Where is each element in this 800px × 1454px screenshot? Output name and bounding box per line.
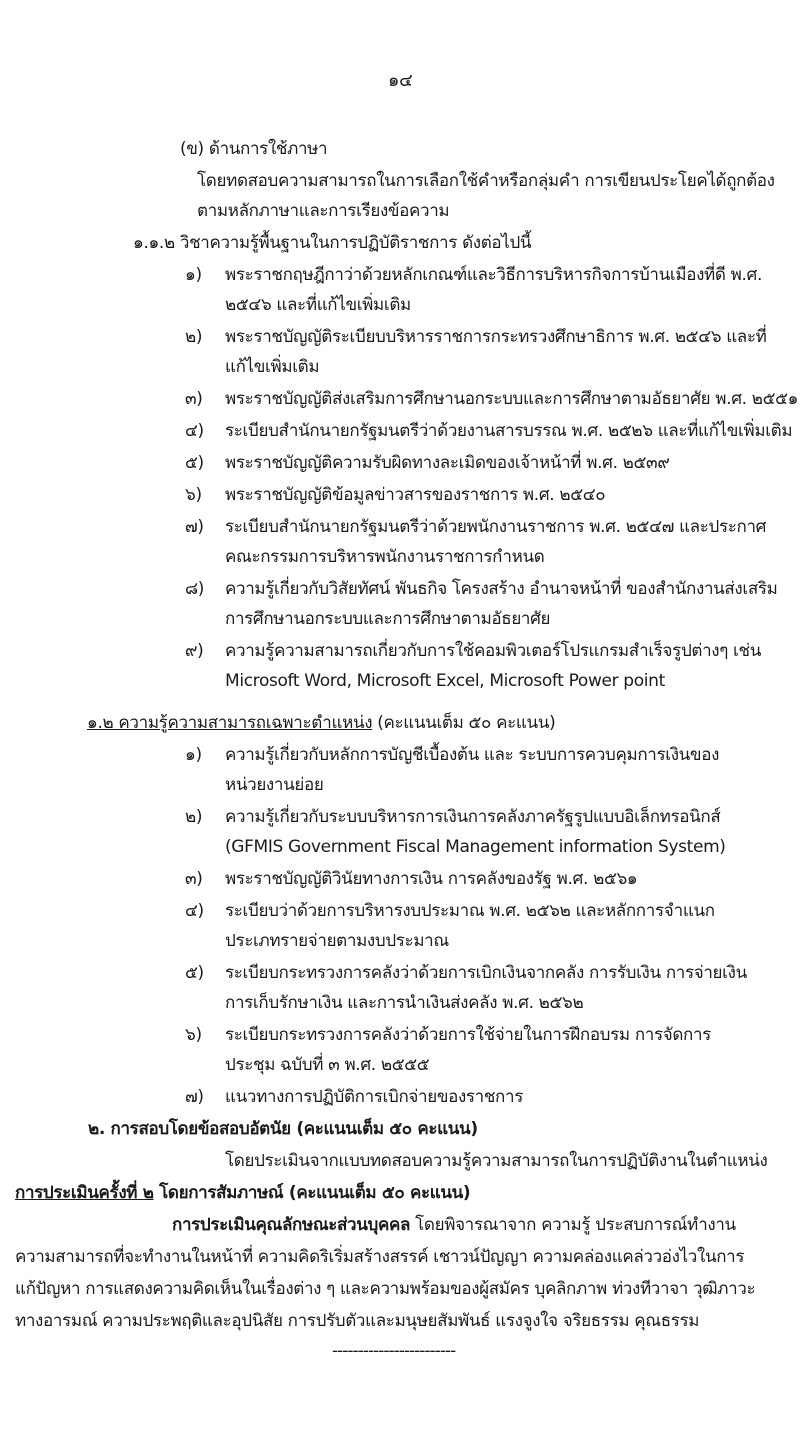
list-item — [185, 868, 637, 890]
item-text: ระเบียบสำนักนายกรัฐมนตรีว่าด้วยพนักงานราชการ พ.ศ. ๒๕๔๗ และประกาศ — [225, 517, 767, 537]
item-number: ๒) — [185, 327, 203, 347]
item-number: ๔) — [185, 421, 204, 441]
list-item — [185, 326, 767, 348]
list-item — [185, 1086, 523, 1108]
list-item — [185, 806, 720, 828]
language-text: ตามหลักภาษาและการเรียงข้อความ — [197, 201, 450, 221]
list-item-cont: (GFMIS Government Fiscal Management information System) — [225, 837, 726, 857]
assessment-2-line: แก้ปัญหา การแสดงความคิดเห็นในเรื่องต่าง ๆ และความพร้อมของผู้สมัคร บุคลิกภาพ ท่วงทีวาจา วุฒิภาวะ — [15, 1279, 756, 1299]
list-item — [185, 578, 778, 600]
language-heading: (ข) ด้านการใช้ภาษา — [180, 139, 328, 159]
item-text: ระเบียบสำนักนายกรัฐมนตรีว่าด้วยงานสารบรรณ พ.ศ. ๒๕๒๖ และที่แก้ไขเพิ่มเติม — [225, 421, 793, 441]
item-number: ๘) — [185, 579, 205, 599]
list-item-cont: หน่วยงานย่อย — [225, 775, 324, 795]
item-text: ระเบียบว่าด้วยการบริหารงบประมาณ พ.ศ. ๒๕๖๒ และหลักการจำแนก — [225, 901, 715, 921]
list-item — [185, 484, 605, 506]
end-divider: ------------------------ — [332, 1341, 456, 1361]
item-number: ๗) — [185, 1087, 204, 1107]
assessment-text: โดยพิจารณาจาก ความรู้ ประสบการณ์ทำงาน — [410, 1215, 736, 1235]
item-number: ๒) — [185, 807, 203, 827]
list-item — [185, 264, 762, 286]
list-item — [185, 640, 761, 662]
list-item — [185, 744, 719, 766]
list-item-cont: การศึกษานอกระบบและการศึกษาตามอัธยาศัย — [225, 609, 551, 629]
item-text: ระเบียบกระทรวงการคลังว่าด้วยการใช้จ่ายในการฝึกอบรม การจัดการ — [225, 1025, 711, 1045]
list-item — [185, 900, 715, 922]
item-number: ๑) — [185, 265, 202, 285]
item-text: แนวทางการปฏิบัติการเบิกจ่ายของราชการ — [225, 1087, 523, 1107]
language-text: โดยทดสอบความสามารถในการเลือกใช้คำหรือกลุ่มคำ การเขียนประโยคได้ถูกต้อง — [197, 171, 775, 191]
item-text: พระราชบัญญัติส่งเสริมการศึกษานอกระบบและการศึกษาตามอัธยาศัย พ.ศ. ๒๕๕๑ — [225, 389, 799, 409]
list-item — [185, 516, 766, 538]
item-number: ๔) — [185, 901, 204, 921]
item-text: ความรู้ความสามารถเกี่ยวกับการใช้คอมพิวเตอร์โปรแกรมสำเร็จรูปต่างๆ เช่น — [225, 641, 761, 661]
assessment-2-line: ความสามารถที่จะทำงานในหน้าที่ ความคิดริเริ่มสร้างสรรค์ เชาวน์ปัญญา ความคล่องแคล่ววอ่งไวในการ — [15, 1247, 745, 1267]
assessment-2-line: ทางอารมณ์ ความประพฤติและอุปนิสัย การปรับตัวและมนุษยสัมพันธ์ แรงจูงใจ จริยธรรม คุณธรรม — [15, 1311, 700, 1331]
item-number: ๖) — [185, 485, 202, 505]
item-number: ๙) — [185, 641, 204, 661]
item-number: ๓) — [185, 389, 203, 409]
list-item-cont: ประชุม ฉบับที่ ๓ พ.ศ. ๒๕๕๕ — [225, 1055, 430, 1075]
list-item-cont: คณะกรรมการบริหารพนักงานราชการกำหนด — [225, 547, 545, 567]
assessment-2-title: การประเมินครั้งที่ ๒ — [15, 1183, 154, 1203]
item-text: พระราชบัญญัติความรับผิดทางละเมิดของเจ้าหน้าที่ พ.ศ. ๒๕๓๙ — [225, 453, 670, 473]
item-text: พระราชบัญญัติวินัยทางการเงิน การคลังของรัฐ พ.ศ. ๒๕๖๑ — [225, 869, 638, 889]
item-text: พระราชบัญญัติระเบียบบริหารราชการกระทรวงศึกษาธิการ พ.ศ. ๒๕๔๖ และที่ — [225, 327, 767, 347]
item-number: ๑) — [185, 745, 202, 765]
assessment-2-para — [172, 1214, 736, 1236]
list-item-cont: Microsoft Word, Microsoft Excel, Microsoft Power point — [225, 671, 665, 691]
list-item — [185, 962, 747, 984]
list-item — [185, 420, 792, 442]
section-1-2-title: ๑.๒ ความรู้ความสามารถเฉพาะตำแหน่ง — [87, 713, 373, 733]
list-item — [185, 1024, 711, 1046]
item-number: ๕) — [185, 963, 204, 983]
item-number: ๖) — [185, 1025, 202, 1045]
assessment-2-heading — [15, 1182, 470, 1204]
assessment-2-subtitle: โดยการสัมภาษณ์ (คะแนนเต็ม ๕๐ คะแนน) — [153, 1183, 471, 1203]
list-item-cont: แก้ไขเพิ่มเติม — [225, 357, 320, 377]
list-item-cont: การเก็บรักษาเงิน และการนำเงินส่งคลัง พ.ศ. ๒๕๖๒ — [225, 993, 584, 1013]
item-text: ความรู้เกี่ยวกับระบบบริหารการเงินการคลังภาครัฐรูปแบบอิเล็กทรอนิกส์ — [225, 807, 721, 827]
item-text: ความรู้เกี่ยวกับวิสัยทัศน์ พันธกิจ โครงสร้าง อำนาจหน้าที่ ของสำนักงานส่งเสริม — [225, 579, 778, 599]
list-item-cont: ประเภทรายจ่ายตามงบประมาณ — [225, 931, 449, 951]
section-1-1-2-heading: ๑.๑.๒ วิชาความรู้พื้นฐานในการปฏิบัติราชการ ดังต่อไปนี้ — [133, 233, 532, 253]
list-item-cont: ๒๕๔๖ และที่แก้ไขเพิ่มเติม — [225, 295, 411, 315]
assessment-lead: การประเมินคุณลักษณะส่วนบุคคล — [172, 1215, 411, 1235]
section-1-2-score: (คะแนนเต็ม ๕๐ คะแนน) — [372, 713, 556, 733]
item-number: ๓) — [185, 869, 203, 889]
section-2-body: โดยประเมินจากแบบทดสอบความรู้ความสามารถในการปฏิบัติงานในตำแหน่ง — [225, 1151, 768, 1171]
item-number: ๕) — [185, 453, 204, 473]
list-item — [185, 452, 669, 474]
item-text: ระเบียบกระทรวงการคลังว่าด้วยการเบิกเงินจากคลัง การรับเงิน การจ่ายเงิน — [225, 963, 747, 983]
item-text: ความรู้เกี่ยวกับหลักการบัญชีเบื้องต้น และ ระบบการควบคุมการเงินของ — [225, 745, 720, 765]
item-text: พระราชบัญญัติข้อมูลข่าวสารของราชการ พ.ศ. ๒๕๔๐ — [225, 485, 606, 505]
item-text: พระราชกฤษฎีกาว่าด้วยหลักเกณฑ์และวิธีการบริหารกิจการบ้านเมืองที่ดี พ.ศ. — [225, 265, 763, 285]
section-1-2-heading — [87, 712, 555, 734]
section-2-heading: ๒. การสอบโดยข้อสอบอัตนัย (คะแนนเต็ม ๕๐ คะแนน) — [88, 1119, 478, 1139]
item-number: ๗) — [185, 517, 204, 537]
list-item — [185, 388, 798, 410]
page-number: ๑๔ — [388, 70, 413, 91]
